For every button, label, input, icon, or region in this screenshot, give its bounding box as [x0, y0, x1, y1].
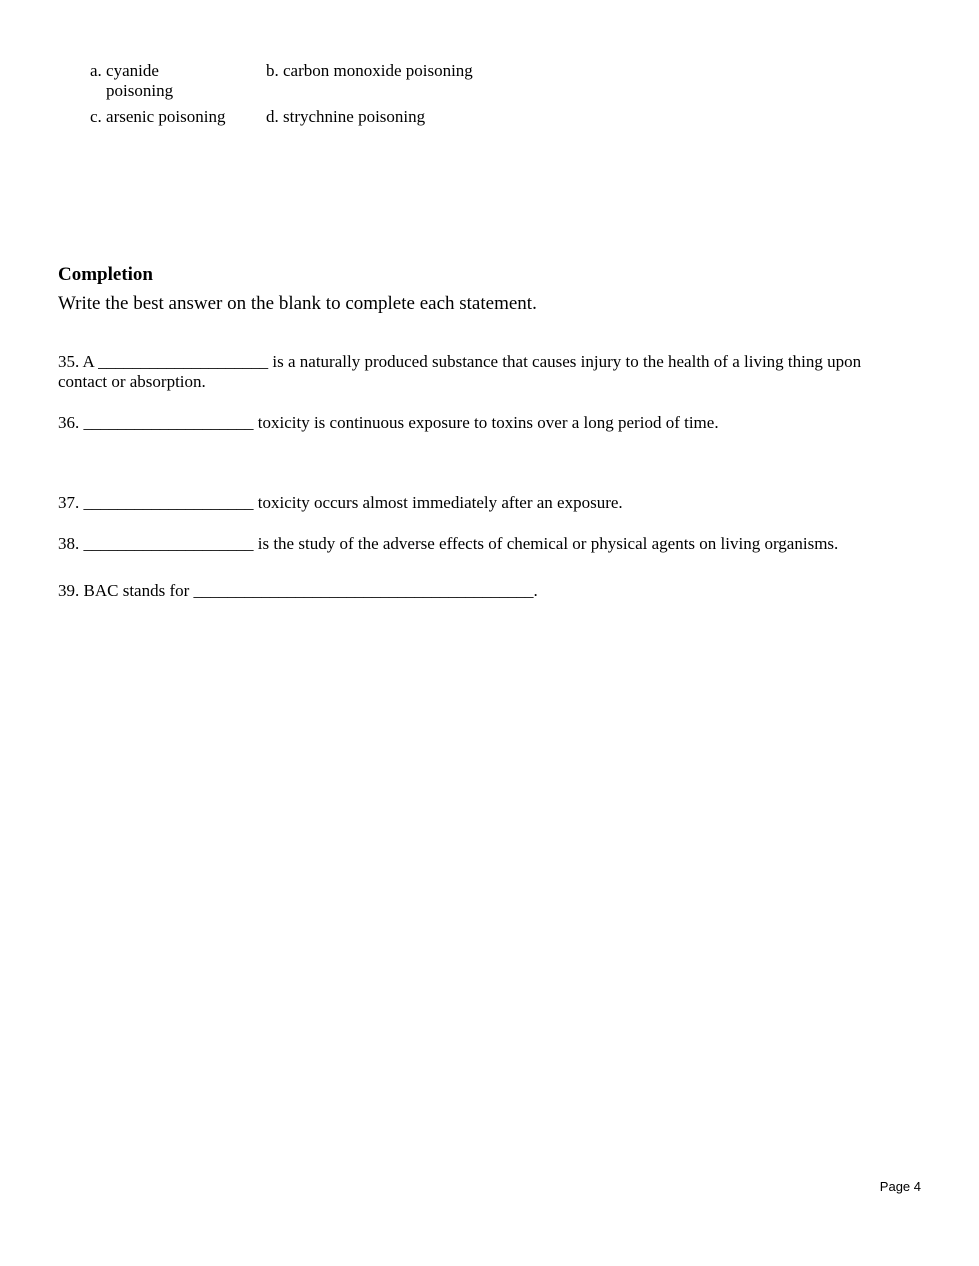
choice-letter: d.	[266, 107, 283, 126]
choice-letter: b.	[266, 61, 283, 80]
choice-text: cyanide poisoning	[106, 61, 174, 100]
choice-c	[90, 107, 266, 127]
choice-text: strychnine poisoning	[283, 107, 426, 126]
question-39: 39. BAC stands for ________________________________________.	[58, 581, 538, 600]
choice-text: carbon monoxide poisoning	[283, 61, 473, 80]
choice-text: arsenic poisoning	[106, 107, 226, 126]
question-36: 36. ____________________ toxicity is continuous exposure to toxins over a long period of time.	[58, 413, 719, 432]
question-35: 35. A ____________________ is a naturally produced substance that causes injury to the health of a living thing upon contact or absorption.	[58, 352, 862, 391]
section-title: Completion	[58, 264, 153, 285]
question-38: 38. ____________________ is the study of the adverse effects of chemical or physical agents on living organisms.	[58, 534, 839, 553]
question-37: 37. ____________________ toxicity occurs almost immediately after an exposure.	[58, 493, 623, 512]
choice-d	[266, 107, 425, 127]
page-number: Page 4	[879, 1179, 921, 1194]
choice-letter: a.	[90, 61, 107, 80]
choice-row	[90, 107, 550, 127]
choice-a	[90, 61, 266, 101]
answer-choices	[90, 61, 550, 133]
choice-b	[266, 61, 473, 101]
section-instructions: Write the best answer on the blank to complete each statement.	[58, 293, 537, 314]
choice-letter: c.	[90, 107, 107, 126]
choice-row	[90, 61, 550, 101]
